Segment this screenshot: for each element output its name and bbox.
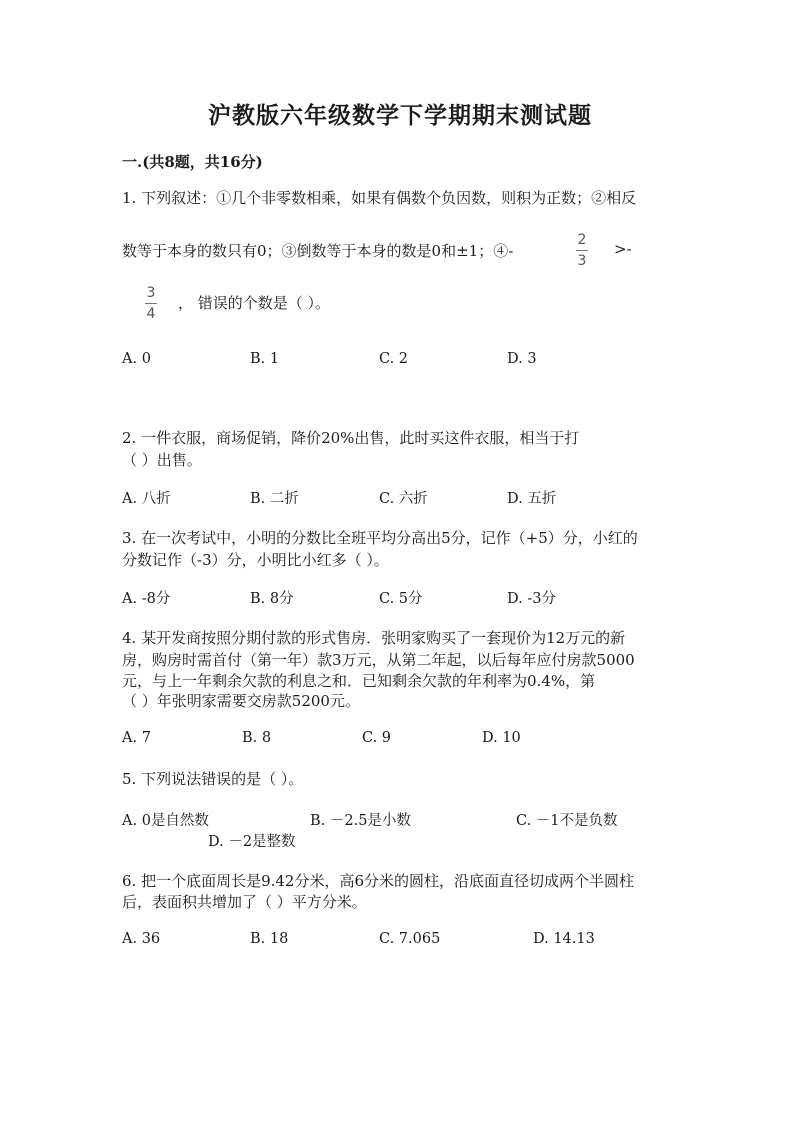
q5-line1: 5. 下列说法错误的是（ ）。: [122, 770, 304, 788]
q3-option-b[interactable]: B. 8分: [250, 591, 294, 607]
q2-line2: （ ）出售。: [122, 451, 202, 469]
q1-option-d[interactable]: D. 3: [507, 351, 537, 367]
q1-option-c[interactable]: C. 2: [379, 351, 409, 367]
q5-option-c[interactable]: C. －1不是负数: [516, 813, 618, 829]
fraction-bar: [145, 303, 157, 304]
q6-line1: 6. 把一个底面周长是9.42分米，高6分米的圆柱，沿底面直径切成两个半圆柱: [122, 872, 635, 890]
section-heading: 一.(共8题，共16分): [122, 153, 263, 171]
page-title: 沪教版六年级数学下学期期末测试题: [208, 102, 592, 129]
fraction-denominator: 3: [577, 253, 587, 269]
q5-option-d[interactable]: D. －2是整数: [208, 834, 296, 850]
q3-line1: 3. 在一次考试中，小明的分数比全班平均分高出5分，记作（+5）分，小红的: [122, 529, 638, 547]
q4-line3: 元，与上一年剩余欠款的利息之和．已知剩余欠款的年利率为0.4%，第: [122, 672, 596, 690]
q4-option-a[interactable]: A. 7: [122, 730, 151, 746]
q4-line2: 房，购房时需首付（第一年）款3万元，从第二年起，以后每年应付房款5000: [122, 651, 635, 669]
q3-option-a[interactable]: A. -8分: [122, 591, 171, 607]
q4-line4: （ ）年张明家需要交房款5200元。: [122, 692, 360, 710]
q5-option-a[interactable]: A. 0是自然数: [122, 813, 209, 829]
q1-fraction-2-3: [576, 232, 588, 269]
q2-option-d[interactable]: D. 五折: [507, 491, 557, 507]
q1-line3: ， 错误的个数是（ ）。: [178, 294, 331, 312]
q6-line2: 后，表面积共增加了（ ）平方分米。: [122, 893, 367, 911]
q1-line2b: >-: [614, 240, 632, 258]
q1-fraction-3-4: [145, 285, 157, 322]
fraction-bar: [576, 250, 588, 251]
q6-option-b[interactable]: B. 18: [250, 931, 289, 947]
q2-option-b[interactable]: B. 二折: [250, 491, 299, 507]
q1-line1: 1. 下列叙述：①几个非零数相乘，如果有偶数个负因数，则积为正数；②相反: [122, 189, 637, 207]
q4-option-d[interactable]: D. 10: [482, 730, 521, 746]
q5-option-b[interactable]: B. －2.5是小数: [310, 813, 411, 829]
q2-option-a[interactable]: A. 八折: [122, 491, 171, 507]
q4-option-c[interactable]: C. 9: [362, 730, 392, 746]
q1-line2a: 数等于本身的数只有0；③倒数等于本身的数是0和±1；④-: [122, 242, 514, 260]
q1-option-a[interactable]: A. 0: [122, 351, 151, 367]
q4-option-b[interactable]: B. 8: [242, 730, 272, 746]
q3-option-c[interactable]: C. 5分: [379, 591, 423, 607]
q6-option-d[interactable]: D. 14.13: [533, 931, 595, 947]
fraction-numerator: 3: [146, 285, 156, 301]
q2-option-c[interactable]: C. 六折: [379, 491, 428, 507]
fraction-denominator: 4: [146, 306, 156, 322]
q6-option-c[interactable]: C. 7.065: [379, 931, 441, 947]
q1-option-b[interactable]: B. 1: [250, 351, 280, 367]
q3-line2: 分数记作（-3）分，小明比小红多（ ）。: [122, 551, 389, 569]
q6-option-a[interactable]: A. 36: [122, 931, 161, 947]
q4-line1: 4. 某开发商按照分期付款的形式售房．张明家购买了一套现价为12万元的新: [122, 629, 626, 647]
fraction-numerator: 2: [577, 232, 587, 248]
q3-option-d[interactable]: D. -3分: [507, 591, 556, 607]
q2-line1: 2. 一件衣服，商场促销，降价20%出售，此时买这件衣服，相当于打: [122, 429, 580, 447]
